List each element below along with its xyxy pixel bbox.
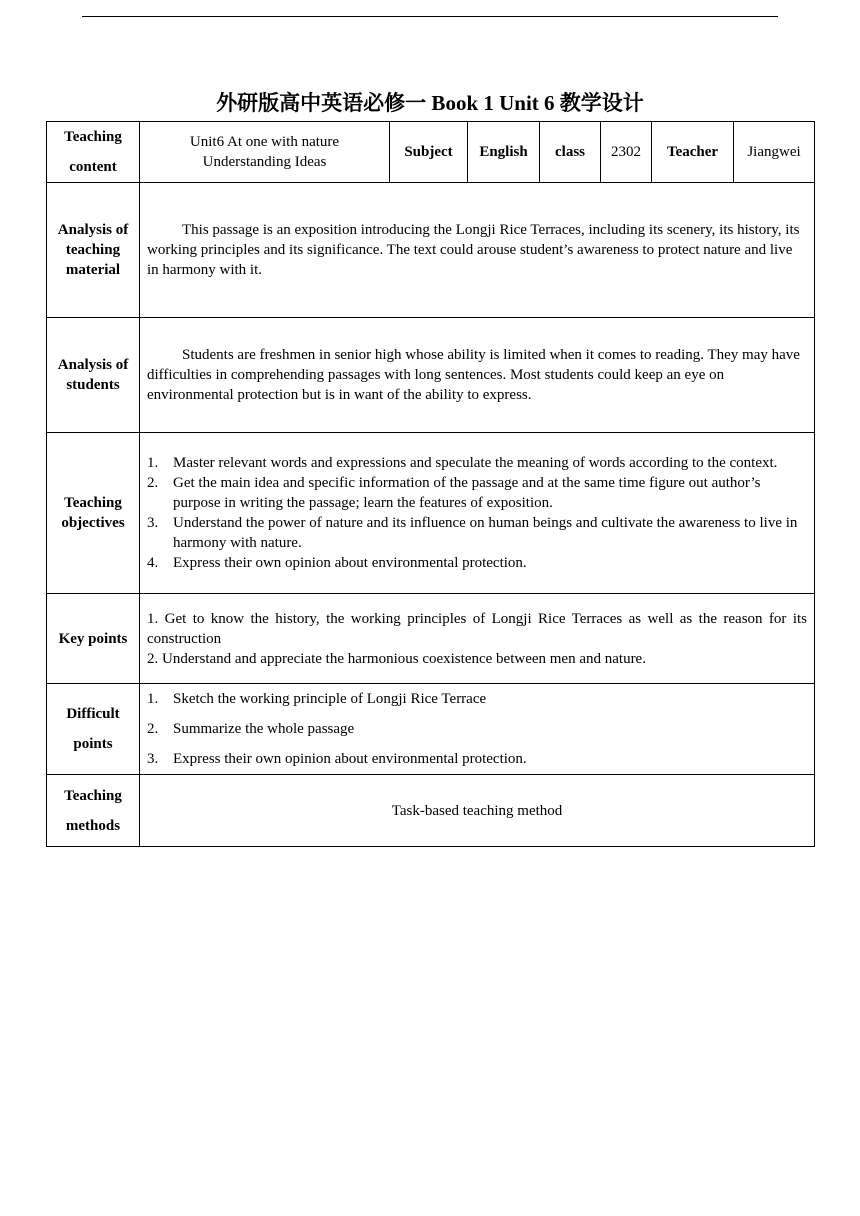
table-row-analysis-students [47, 318, 815, 433]
teacher-label: Teacher [652, 122, 734, 183]
table-row-analysis-material [47, 183, 815, 318]
key-point-line: 2. Understand and appreciate the harmonious coexistence between men and nature. [147, 650, 646, 667]
list-text: Sketch the working principle of Longji Rice Terrace [173, 691, 487, 707]
list-item [147, 553, 807, 573]
subject-label: Subject [390, 122, 468, 183]
list-number: 3. [147, 751, 159, 767]
methods-label: Teaching methods [47, 775, 140, 847]
table-row-objectives [47, 433, 815, 594]
objectives-list [147, 453, 807, 573]
list-item [147, 473, 807, 513]
list-number: 1. [147, 691, 159, 707]
teaching-content-label: Teaching content [47, 122, 140, 183]
list-item [147, 714, 807, 744]
list-text: Understand the power of nature and its influence on human beings and cultivate the awareness to live in harmony with nature. [173, 515, 798, 551]
key-points-cell [140, 594, 815, 684]
table-row-teaching-content [47, 122, 815, 183]
table-row-methods [47, 775, 815, 847]
analysis-students-paragraph: Students are freshmen in senior high whose ability is limited when it comes to reading. They may have difficulties in comprehending passages with long sentences. Most students could keep an eye on environmental protection but is in want of the ability to express. [147, 347, 800, 403]
analysis-students-label: Analysis of students [47, 318, 140, 433]
objectives-label: Teaching objectives [47, 433, 140, 594]
list-text: Express their own opinion about environmental protection. [173, 751, 527, 767]
analysis-material-paragraph: This passage is an exposition introducing the Longji Rice Terraces, including its scenery, its history, its working principles and its significance. The text could arouse student’s awareness to protect nature and live in harmony with it. [147, 222, 800, 278]
analysis-students-text [140, 318, 815, 433]
difficult-points-cell [140, 684, 815, 775]
difficult-points-list [147, 684, 807, 774]
analysis-material-label: Analysis of teaching material [47, 183, 140, 318]
document-title: 外研版高中英语必修一 Book 1 Unit 6 教学设计 [216, 91, 644, 115]
list-number: 2. [147, 721, 159, 737]
objectives-list-cell [140, 433, 815, 594]
list-item [147, 513, 807, 553]
list-number: 4. [147, 555, 159, 571]
list-item [147, 453, 807, 473]
list-item [147, 744, 807, 774]
teacher-value: Jiangwei [734, 122, 815, 183]
class-label: class [540, 122, 601, 183]
methods-value: Task-based teaching method [140, 775, 815, 847]
list-text: Master relevant words and expressions and speculate the meaning of words according to the context. [173, 455, 778, 471]
difficult-points-label: Difficult points [47, 684, 140, 775]
class-value: 2302 [601, 122, 652, 183]
subject-value: English [468, 122, 540, 183]
list-text: Get the main idea and specific information of the passage and at the same time figure out author’s purpose in writing the passage; learn the features of exposition. [173, 475, 761, 511]
list-number: 3. [147, 515, 159, 531]
key-point-line: 1. Get to know the history, the working principles of Longji Rice Terraces as well as the reason for its construction [147, 610, 807, 647]
list-number: 1. [147, 455, 159, 471]
header-rule [82, 16, 778, 17]
teaching-content-line: Understanding Ideas [202, 154, 327, 170]
teaching-content-value [140, 122, 390, 183]
table-row-difficult-points [47, 684, 815, 775]
list-text: Summarize the whole passage [173, 721, 355, 737]
table-row-key-points [47, 594, 815, 684]
teaching-content-line: Unit6 At one with nature [189, 134, 340, 150]
key-points-label: Key points [47, 594, 140, 684]
analysis-material-text [140, 183, 815, 318]
list-number: 2. [147, 475, 159, 491]
lesson-plan-table [46, 121, 815, 847]
list-text: Express their own opinion about environmental protection. [173, 555, 527, 571]
list-item [147, 684, 807, 714]
